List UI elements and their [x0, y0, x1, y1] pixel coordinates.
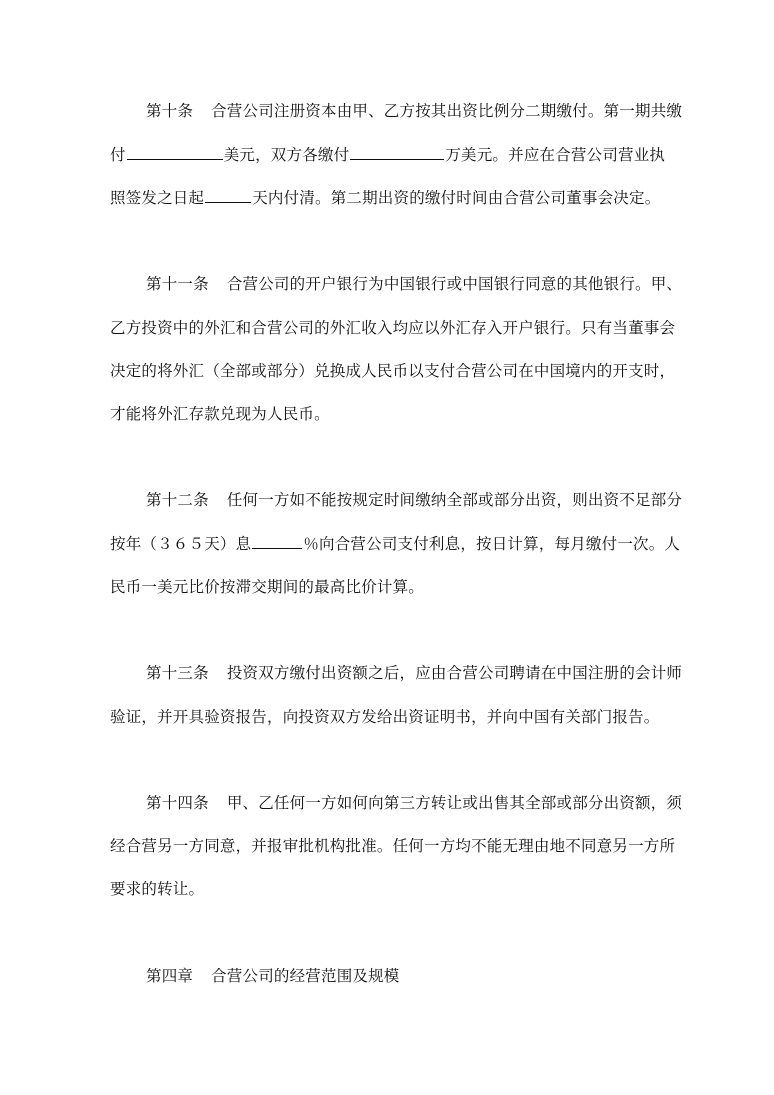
article-13-title: 第十三条 — [146, 664, 209, 682]
article-11-line-2: 乙方投资中的外汇和合营公司的外汇收入均应以外汇存入开户银行。只有当董事会 — [110, 319, 676, 337]
article-11-line-1: 第十一条 合营公司的开户银行为中国银行或中国银行同意的其他银行。甲、 — [146, 275, 683, 293]
blank-first-payment-amount — [127, 145, 223, 160]
blank-days — [205, 188, 251, 203]
article-14-line-2: 经合营另一方同意，并报审批机构批准。任何一方均不能无理由地不同意另一方所 — [110, 837, 676, 855]
chapter-4-heading — [146, 966, 400, 986]
article-11-line-3: 决定的将外汇（全部或部分）兑换成人民币以支付合营公司在中国境内的开支时， — [110, 362, 676, 380]
article-12-line-2: 按年（３６５天）息 ％向合营公司支付利息，按日计算，每月缴付一次。人 — [110, 535, 681, 553]
article-10-line-1 — [146, 101, 682, 121]
blank-interest-rate — [252, 534, 302, 549]
article-13-line-1: 第十三条 投资双方缴付出资额之后，应由合营公司聘请在中国注册的会计师 — [146, 664, 683, 682]
chapter-4-text: 合营公司的经营范围及规模 — [211, 967, 400, 985]
article-14-title: 第十四条 — [146, 794, 209, 812]
article-12-line-3: 民币一美元比价按滞交期间的最高比价计算。 — [110, 578, 425, 596]
article-14-line-3: 要求的转让。 — [110, 880, 205, 898]
article-10-line-2: 付 美元，双方各缴付 万美元。并应在合营公司营业执 — [110, 146, 666, 164]
article-12-title: 第十二条 — [146, 491, 209, 509]
article-11-line-4: 才能将外汇存款兑现为人民币。 — [110, 405, 330, 423]
article-10-line-3: 照签发之日起 天内付清。第二期出资的缴付时间由合营公司董事会决定。 — [110, 189, 661, 207]
article-13-line-2: 验证，并开具验资报告，向投资双方发给出资证明书，并向中国有关部门报告。 — [110, 708, 660, 726]
article-10-text: 合营公司注册资本由甲、乙方按其出资比例分二期缴付。第一期共缴 — [211, 102, 683, 120]
article-14-line-1: 第十四条 甲、乙任何一方如何向第三方转让或出售其全部或部分出资额，须 — [146, 794, 683, 812]
article-12-line-1: 第十二条 任何一方如不能按规定时间缴纳全部或部分出资，则出资不足部分 — [146, 491, 683, 509]
article-11-title: 第十一条 — [146, 275, 209, 293]
article-10-title: 第十条 — [146, 102, 194, 120]
chapter-4-title: 第四章 — [146, 967, 194, 985]
blank-each-party-amount — [350, 145, 444, 160]
